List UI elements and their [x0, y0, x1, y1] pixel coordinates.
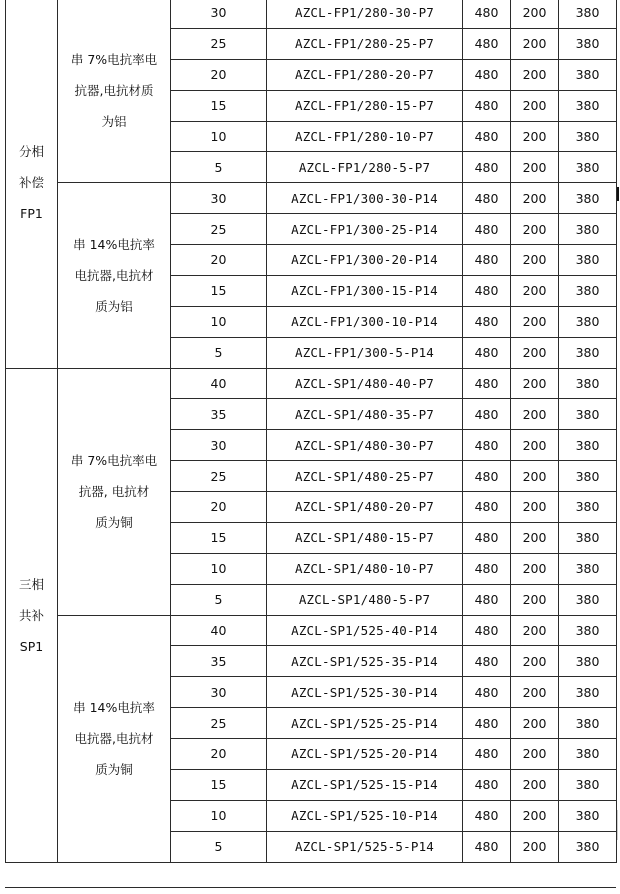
model-cell: AZCL-SP1/525-35-P14 [267, 646, 463, 677]
category-label-line: 分相 [18, 144, 44, 160]
dimension-c-cell: 380 [559, 59, 617, 90]
dimension-b-cell: 200 [511, 121, 559, 152]
model-cell: AZCL-SP1/525-25-P14 [267, 708, 463, 739]
dimension-a-cell: 480 [463, 615, 511, 646]
dimension-a-cell: 480 [463, 492, 511, 523]
dimension-b-cell: 200 [511, 275, 559, 306]
reactor-description-line: 串 7%电抗率电 [70, 453, 158, 468]
dimension-c-cell: 380 [559, 739, 617, 770]
model-cell: AZCL-FP1/280-15-P7 [267, 90, 463, 121]
category-label-line: 共补 [18, 607, 44, 623]
dimension-a-cell: 480 [463, 59, 511, 90]
edge-marker [617, 187, 619, 201]
dimension-c-cell: 380 [559, 214, 617, 245]
model-cell: AZCL-FP1/300-10-P14 [267, 306, 463, 337]
model-cell: AZCL-FP1/280-10-P7 [267, 121, 463, 152]
reactor-description-line: 为铝 [101, 113, 127, 129]
reactor-description-line: 抗器, 电抗材 [78, 484, 150, 499]
dimension-b-cell: 200 [511, 306, 559, 337]
dimension-c-cell: 380 [559, 584, 617, 615]
dimension-a-cell: 480 [463, 584, 511, 615]
dimension-c-cell: 380 [559, 708, 617, 739]
table-row [6, 615, 617, 646]
category-cell [6, 0, 58, 368]
reactor-description-line: 质为铜 [95, 762, 133, 777]
dimension-a-cell: 480 [463, 0, 511, 28]
capacity-cell: 30 [171, 0, 267, 28]
dimension-b-cell: 200 [511, 769, 559, 800]
dimension-a-cell: 480 [463, 275, 511, 306]
model-cell: AZCL-FP1/300-30-P14 [267, 183, 463, 214]
reactor-description-line: 电抗器,电抗材 [74, 731, 154, 746]
capacity-cell: 15 [171, 275, 267, 306]
model-cell: AZCL-SP1/525-20-P14 [267, 739, 463, 770]
reactor-description-line: 串 14%电抗率 [73, 236, 155, 252]
dimension-b-cell: 200 [511, 337, 559, 368]
dimension-b-cell: 200 [511, 831, 559, 862]
reactor-description-line: 电抗器,电抗材 [74, 267, 154, 283]
dimension-b-cell: 200 [511, 677, 559, 708]
dimension-a-cell: 480 [463, 368, 511, 399]
capacity-cell: 30 [171, 677, 267, 708]
dimension-c-cell: 380 [559, 245, 617, 276]
table-row [6, 368, 617, 399]
model-cell: AZCL-FP1/300-5-P14 [267, 337, 463, 368]
model-cell: AZCL-SP1/480-35-P7 [267, 399, 463, 430]
dimension-a-cell: 480 [463, 739, 511, 770]
dimension-c-cell: 380 [559, 0, 617, 28]
capacity-cell: 10 [171, 121, 267, 152]
dimension-b-cell: 200 [511, 522, 559, 553]
reactor-description-line: 质为铜 [95, 515, 133, 530]
dimension-c-cell: 380 [559, 183, 617, 214]
capacity-cell: 10 [171, 306, 267, 337]
model-cell: AZCL-FP1/280-5-P7 [267, 152, 463, 183]
capacity-cell: 30 [171, 183, 267, 214]
model-cell: AZCL-FP1/280-25-P7 [267, 28, 463, 59]
reactor-description-line: 串 14%电抗率 [73, 700, 155, 715]
model-cell: AZCL-FP1/280-30-P7 [267, 0, 463, 28]
capacity-cell: 40 [171, 368, 267, 399]
capacity-cell: 5 [171, 152, 267, 183]
dimension-c-cell: 380 [559, 461, 617, 492]
capacity-cell: 5 [171, 337, 267, 368]
dimension-c-cell: 380 [559, 492, 617, 523]
model-cell: AZCL-SP1/525-5-P14 [267, 831, 463, 862]
spec-table [5, 0, 617, 863]
dimension-c-cell: 380 [559, 337, 617, 368]
capacity-cell: 25 [171, 214, 267, 245]
capacity-cell: 15 [171, 769, 267, 800]
dimension-b-cell: 200 [511, 646, 559, 677]
dimension-c-cell: 380 [559, 368, 617, 399]
dimension-a-cell: 480 [463, 708, 511, 739]
dimension-b-cell: 200 [511, 739, 559, 770]
model-cell: AZCL-SP1/480-30-P7 [267, 430, 463, 461]
category-label-line: 三相 [18, 576, 44, 592]
model-cell: AZCL-SP1/480-15-P7 [267, 522, 463, 553]
capacity-cell: 5 [171, 831, 267, 862]
capacity-cell: 25 [171, 28, 267, 59]
dimension-b-cell: 200 [511, 245, 559, 276]
capacity-cell: 10 [171, 553, 267, 584]
dimension-a-cell: 480 [463, 152, 511, 183]
dimension-a-cell: 480 [463, 430, 511, 461]
capacity-cell: 25 [171, 708, 267, 739]
edge-marker-faint [617, 810, 618, 840]
dimension-c-cell: 380 [559, 275, 617, 306]
model-cell: AZCL-FP1/280-20-P7 [267, 59, 463, 90]
model-cell: AZCL-SP1/525-15-P14 [267, 769, 463, 800]
model-cell: AZCL-SP1/480-25-P7 [267, 461, 463, 492]
dimension-b-cell: 200 [511, 214, 559, 245]
reactor-description-line: 抗器,电抗材质 [74, 82, 154, 98]
table-row [6, 183, 617, 214]
capacity-cell: 5 [171, 584, 267, 615]
dimension-b-cell: 200 [511, 183, 559, 214]
dimension-c-cell: 380 [559, 306, 617, 337]
dimension-b-cell: 200 [511, 90, 559, 121]
reactor-description-cell [58, 615, 171, 862]
category-label-line: SP1 [19, 638, 44, 654]
dimension-c-cell: 380 [559, 800, 617, 831]
model-cell: AZCL-SP1/525-10-P14 [267, 800, 463, 831]
dimension-c-cell: 380 [559, 430, 617, 461]
dimension-b-cell: 200 [511, 399, 559, 430]
reactor-description-cell [58, 0, 171, 183]
dimension-b-cell: 200 [511, 553, 559, 584]
dimension-c-cell: 380 [559, 152, 617, 183]
dimension-b-cell: 200 [511, 584, 559, 615]
capacity-cell: 25 [171, 461, 267, 492]
dimension-a-cell: 480 [463, 90, 511, 121]
dimension-a-cell: 480 [463, 769, 511, 800]
model-cell: AZCL-SP1/525-40-P14 [267, 615, 463, 646]
capacity-cell: 30 [171, 430, 267, 461]
model-cell: AZCL-SP1/525-30-P14 [267, 677, 463, 708]
capacity-cell: 20 [171, 59, 267, 90]
dimension-a-cell: 480 [463, 183, 511, 214]
dimension-c-cell: 380 [559, 522, 617, 553]
dimension-a-cell: 480 [463, 306, 511, 337]
dimension-b-cell: 200 [511, 708, 559, 739]
dimension-a-cell: 480 [463, 831, 511, 862]
dimension-c-cell: 380 [559, 28, 617, 59]
capacity-cell: 20 [171, 245, 267, 276]
category-cell [6, 368, 58, 862]
model-cell: AZCL-SP1/480-20-P7 [267, 492, 463, 523]
dimension-a-cell: 480 [463, 461, 511, 492]
dimension-b-cell: 200 [511, 800, 559, 831]
model-cell: AZCL-FP1/300-25-P14 [267, 214, 463, 245]
dimension-c-cell: 380 [559, 615, 617, 646]
reactor-description-line: 串 7%电抗率电 [70, 51, 158, 67]
capacity-cell: 10 [171, 800, 267, 831]
dimension-b-cell: 200 [511, 59, 559, 90]
dimension-b-cell: 200 [511, 0, 559, 28]
dimension-a-cell: 480 [463, 121, 511, 152]
dimension-b-cell: 200 [511, 152, 559, 183]
capacity-cell: 15 [171, 522, 267, 553]
dimension-a-cell: 480 [463, 553, 511, 584]
dimension-a-cell: 480 [463, 245, 511, 276]
capacity-cell: 20 [171, 492, 267, 523]
dimension-c-cell: 380 [559, 553, 617, 584]
category-label-line: 补偿 [18, 175, 44, 191]
model-cell: AZCL-FP1/300-20-P14 [267, 245, 463, 276]
dimension-b-cell: 200 [511, 461, 559, 492]
capacity-cell: 35 [171, 399, 267, 430]
model-cell: AZCL-SP1/480-5-P7 [267, 584, 463, 615]
capacity-cell: 20 [171, 739, 267, 770]
spec-table-body [6, 0, 617, 862]
dimension-c-cell: 380 [559, 646, 617, 677]
dimension-a-cell: 480 [463, 214, 511, 245]
dimension-a-cell: 480 [463, 28, 511, 59]
model-cell: AZCL-SP1/480-10-P7 [267, 553, 463, 584]
model-cell: AZCL-SP1/480-40-P7 [267, 368, 463, 399]
dimension-b-cell: 200 [511, 368, 559, 399]
dimension-c-cell: 380 [559, 121, 617, 152]
dimension-a-cell: 480 [463, 522, 511, 553]
dimension-c-cell: 380 [559, 677, 617, 708]
dimension-b-cell: 200 [511, 615, 559, 646]
dimension-b-cell: 200 [511, 492, 559, 523]
dimension-c-cell: 380 [559, 399, 617, 430]
dimension-c-cell: 380 [559, 831, 617, 862]
reactor-description-line: 质为铝 [95, 298, 133, 314]
dimension-b-cell: 200 [511, 28, 559, 59]
capacity-cell: 35 [171, 646, 267, 677]
dimension-c-cell: 380 [559, 769, 617, 800]
reactor-description-cell [58, 368, 171, 615]
dimension-a-cell: 480 [463, 677, 511, 708]
dimension-b-cell: 200 [511, 430, 559, 461]
dimension-a-cell: 480 [463, 646, 511, 677]
model-cell: AZCL-FP1/300-15-P14 [267, 275, 463, 306]
dimension-a-cell: 480 [463, 337, 511, 368]
reactor-description-cell [58, 183, 171, 368]
table-bottom-rule [5, 887, 616, 888]
table-row [6, 0, 617, 28]
dimension-c-cell: 380 [559, 90, 617, 121]
capacity-cell: 40 [171, 615, 267, 646]
dimension-a-cell: 480 [463, 800, 511, 831]
capacity-cell: 15 [171, 90, 267, 121]
dimension-a-cell: 480 [463, 399, 511, 430]
category-label-line: FP1 [20, 206, 43, 222]
